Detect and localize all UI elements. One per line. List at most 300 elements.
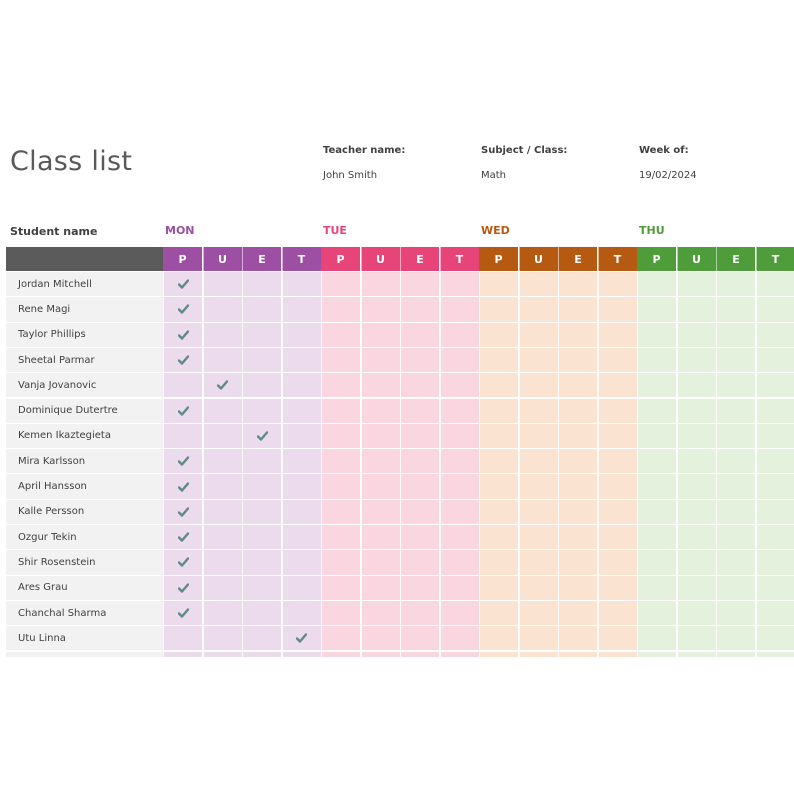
student-name-cell[interactable] xyxy=(6,373,163,398)
attendance-cell-tue-e[interactable] xyxy=(400,424,439,449)
attendance-cell-tue-e[interactable] xyxy=(400,500,439,525)
check-icon xyxy=(296,633,307,643)
col-header-wed-t: T xyxy=(598,247,637,271)
col-header-mon-p: P xyxy=(163,247,202,271)
attendance-cell-mon-p[interactable] xyxy=(163,652,202,659)
col-header-mon-e: E xyxy=(242,247,281,271)
attendance-cell-tue-u[interactable] xyxy=(361,500,400,525)
attendance-cell-tue-p[interactable] xyxy=(321,550,360,575)
attendance-cell-tue-t[interactable] xyxy=(440,474,479,499)
attendance-cell-mon-p[interactable] xyxy=(163,500,202,525)
attendance-cell-thu-p[interactable] xyxy=(637,550,676,575)
attendance-cell-wed-u[interactable] xyxy=(519,500,558,525)
attendance-cell-tue-u[interactable] xyxy=(361,525,400,550)
attendance-cell-thu-e[interactable] xyxy=(716,601,755,626)
attendance-cell-wed-t[interactable] xyxy=(598,323,637,348)
attendance-cell-tue-p[interactable] xyxy=(321,474,360,499)
attendance-cell-tue-u[interactable] xyxy=(361,474,400,499)
attendance-cell-tue-p[interactable] xyxy=(321,525,360,550)
attendance-cell-mon-e[interactable] xyxy=(242,474,281,499)
attendance-cell-mon-p[interactable] xyxy=(163,323,202,348)
attendance-cell-wed-u[interactable] xyxy=(519,601,558,626)
attendance-cell-thu-p[interactable] xyxy=(637,601,676,626)
attendance-cell-thu-e[interactable] xyxy=(716,297,755,322)
attendance-cell-thu-u[interactable] xyxy=(677,272,716,297)
attendance-cell-tue-u[interactable] xyxy=(361,399,400,424)
attendance-cell-mon-t[interactable] xyxy=(282,348,321,373)
attendance-cell-thu-t[interactable] xyxy=(756,424,794,449)
attendance-cell-tue-e[interactable] xyxy=(400,399,439,424)
attendance-cell-wed-e[interactable] xyxy=(558,297,597,322)
attendance-cell-mon-t[interactable] xyxy=(282,601,321,626)
attendance-cell-wed-e[interactable] xyxy=(558,652,597,659)
attendance-cell-mon-p[interactable] xyxy=(163,297,202,322)
attendance-cell-wed-p[interactable] xyxy=(479,652,518,659)
attendance-cell-mon-p[interactable] xyxy=(163,626,202,651)
attendance-cell-mon-u[interactable] xyxy=(203,626,242,651)
attendance-cell-tue-e[interactable] xyxy=(400,626,439,651)
attendance-cell-thu-t[interactable] xyxy=(756,626,794,651)
attendance-cell-wed-p[interactable] xyxy=(479,272,518,297)
attendance-cell-tue-e[interactable] xyxy=(400,652,439,659)
attendance-cell-mon-p[interactable] xyxy=(163,424,202,449)
attendance-cell-mon-t[interactable] xyxy=(282,373,321,398)
attendance-cell-wed-e[interactable] xyxy=(558,626,597,651)
attendance-cell-wed-t[interactable] xyxy=(598,550,637,575)
attendance-cell-mon-e[interactable] xyxy=(242,272,281,297)
student-name: Mira Karlsson xyxy=(18,455,86,467)
attendance-cell-wed-e[interactable] xyxy=(558,500,597,525)
attendance-cell-wed-u[interactable] xyxy=(519,576,558,601)
attendance-cell-thu-p[interactable] xyxy=(637,652,676,659)
attendance-cell-tue-p[interactable] xyxy=(321,601,360,626)
attendance-cell-tue-t[interactable] xyxy=(440,449,479,474)
attendance-cell-tue-t[interactable] xyxy=(440,348,479,373)
attendance-cell-mon-u[interactable] xyxy=(203,373,242,398)
attendance-cell-wed-p[interactable] xyxy=(479,399,518,424)
attendance-cell-thu-p[interactable] xyxy=(637,373,676,398)
attendance-cell-mon-u[interactable] xyxy=(203,500,242,525)
attendance-cell-mon-u[interactable] xyxy=(203,449,242,474)
attendance-cell-tue-p[interactable] xyxy=(321,399,360,424)
attendance-cell-thu-e[interactable] xyxy=(716,626,755,651)
attendance-cell-mon-t[interactable] xyxy=(282,550,321,575)
attendance-cell-thu-p[interactable] xyxy=(637,500,676,525)
attendance-cell-tue-p[interactable] xyxy=(321,500,360,525)
attendance-cell-mon-p[interactable] xyxy=(163,576,202,601)
attendance-cell-thu-p[interactable] xyxy=(637,323,676,348)
attendance-cell-wed-p[interactable] xyxy=(479,576,518,601)
attendance-cell-thu-e[interactable] xyxy=(716,576,755,601)
attendance-cell-thu-e[interactable] xyxy=(716,550,755,575)
col-header-thu-t: T xyxy=(756,247,794,271)
attendance-cell-mon-e[interactable] xyxy=(242,500,281,525)
attendance-cell-wed-t[interactable] xyxy=(598,652,637,659)
attendance-cell-tue-u[interactable] xyxy=(361,424,400,449)
attendance-cell-wed-e[interactable] xyxy=(558,550,597,575)
attendance-cell-tue-e[interactable] xyxy=(400,525,439,550)
attendance-cell-mon-p[interactable] xyxy=(163,474,202,499)
attendance-cell-wed-t[interactable] xyxy=(598,474,637,499)
attendance-cell-wed-t[interactable] xyxy=(598,626,637,651)
attendance-cell-thu-u[interactable] xyxy=(677,399,716,424)
attendance-cell-thu-u[interactable] xyxy=(677,449,716,474)
check-icon xyxy=(257,431,268,441)
attendance-cell-tue-e[interactable] xyxy=(400,297,439,322)
attendance-cell-mon-t[interactable] xyxy=(282,424,321,449)
attendance-cell-mon-u[interactable] xyxy=(203,323,242,348)
check-icon xyxy=(178,279,189,289)
attendance-cell-tue-t[interactable] xyxy=(440,652,479,659)
attendance-cell-tue-e[interactable] xyxy=(400,323,439,348)
attendance-cell-thu-t[interactable] xyxy=(756,297,794,322)
attendance-cell-thu-u[interactable] xyxy=(677,297,716,322)
attendance-cell-tue-t[interactable] xyxy=(440,297,479,322)
attendance-cell-mon-u[interactable] xyxy=(203,601,242,626)
attendance-cell-tue-e[interactable] xyxy=(400,373,439,398)
attendance-cell-wed-p[interactable] xyxy=(479,297,518,322)
attendance-cell-tue-u[interactable] xyxy=(361,652,400,659)
attendance-cell-thu-u[interactable] xyxy=(677,601,716,626)
attendance-cell-wed-p[interactable] xyxy=(479,550,518,575)
student-name-cell[interactable] xyxy=(6,601,163,626)
attendance-cell-mon-u[interactable] xyxy=(203,272,242,297)
attendance-cell-thu-e[interactable] xyxy=(716,373,755,398)
attendance-cell-tue-t[interactable] xyxy=(440,601,479,626)
attendance-cell-wed-p[interactable] xyxy=(479,449,518,474)
attendance-cell-mon-u[interactable] xyxy=(203,348,242,373)
attendance-cell-tue-u[interactable] xyxy=(361,297,400,322)
day-label-tue: TUE xyxy=(323,224,347,237)
attendance-cell-thu-e[interactable] xyxy=(716,500,755,525)
student-name-cell[interactable] xyxy=(6,399,163,424)
attendance-cell-wed-t[interactable] xyxy=(598,373,637,398)
attendance-cell-mon-e[interactable] xyxy=(242,348,281,373)
attendance-cell-mon-t[interactable] xyxy=(282,525,321,550)
attendance-cell-tue-p[interactable] xyxy=(321,576,360,601)
check-icon xyxy=(178,355,189,365)
attendance-cell-mon-u[interactable] xyxy=(203,399,242,424)
attendance-cell-tue-p[interactable] xyxy=(321,323,360,348)
attendance-cell-mon-t[interactable] xyxy=(282,500,321,525)
check-icon xyxy=(178,482,189,492)
attendance-cell-wed-e[interactable] xyxy=(558,373,597,398)
student-name: Kemen Ikaztegieta xyxy=(18,430,111,442)
attendance-cell-tue-u[interactable] xyxy=(361,348,400,373)
attendance-cell-mon-e[interactable] xyxy=(242,601,281,626)
attendance-cell-tue-p[interactable] xyxy=(321,424,360,449)
attendance-cell-wed-t[interactable] xyxy=(598,500,637,525)
attendance-cell-thu-u[interactable] xyxy=(677,348,716,373)
attendance-cell-wed-e[interactable] xyxy=(558,348,597,373)
attendance-cell-mon-e[interactable] xyxy=(242,525,281,550)
attendance-cell-mon-p[interactable] xyxy=(163,373,202,398)
attendance-cell-tue-u[interactable] xyxy=(361,550,400,575)
attendance-cell-thu-e[interactable] xyxy=(716,323,755,348)
attendance-cell-thu-t[interactable] xyxy=(756,525,794,550)
student-name-cell[interactable] xyxy=(6,272,163,297)
attendance-cell-mon-t[interactable] xyxy=(282,272,321,297)
attendance-cell-tue-e[interactable] xyxy=(400,550,439,575)
attendance-cell-wed-e[interactable] xyxy=(558,424,597,449)
student-name: Kalle Persson xyxy=(18,506,85,518)
attendance-cell-thu-e[interactable] xyxy=(716,348,755,373)
attendance-cell-thu-u[interactable] xyxy=(677,626,716,651)
attendance-cell-thu-e[interactable] xyxy=(716,424,755,449)
attendance-cell-thu-p[interactable] xyxy=(637,626,676,651)
attendance-cell-tue-t[interactable] xyxy=(440,550,479,575)
attendance-cell-wed-p[interactable] xyxy=(479,348,518,373)
attendance-cell-mon-e[interactable] xyxy=(242,323,281,348)
attendance-cell-thu-u[interactable] xyxy=(677,373,716,398)
attendance-cell-thu-u[interactable] xyxy=(677,652,716,659)
student-name: Shir Rosenstein xyxy=(18,556,96,568)
attendance-cell-mon-t[interactable] xyxy=(282,323,321,348)
attendance-cell-mon-e[interactable] xyxy=(242,576,281,601)
attendance-cell-tue-e[interactable] xyxy=(400,576,439,601)
attendance-cell-tue-e[interactable] xyxy=(400,272,439,297)
attendance-cell-wed-t[interactable] xyxy=(598,297,637,322)
attendance-cell-wed-e[interactable] xyxy=(558,323,597,348)
attendance-cell-mon-u[interactable] xyxy=(203,576,242,601)
attendance-cell-thu-e[interactable] xyxy=(716,474,755,499)
attendance-cell-mon-e[interactable] xyxy=(242,449,281,474)
attendance-cell-wed-t[interactable] xyxy=(598,601,637,626)
student-name-cell[interactable] xyxy=(6,550,163,575)
attendance-cell-tue-u[interactable] xyxy=(361,272,400,297)
student-name-cell[interactable] xyxy=(6,525,163,550)
attendance-cell-thu-u[interactable] xyxy=(677,323,716,348)
student-name-cell[interactable] xyxy=(6,576,163,601)
attendance-cell-wed-t[interactable] xyxy=(598,348,637,373)
attendance-cell-tue-p[interactable] xyxy=(321,297,360,322)
attendance-cell-tue-t[interactable] xyxy=(440,525,479,550)
attendance-cell-mon-u[interactable] xyxy=(203,297,242,322)
attendance-cell-mon-u[interactable] xyxy=(203,474,242,499)
attendance-cell-thu-p[interactable] xyxy=(637,399,676,424)
attendance-cell-thu-t[interactable] xyxy=(756,323,794,348)
attendance-cell-tue-u[interactable] xyxy=(361,323,400,348)
attendance-cell-wed-t[interactable] xyxy=(598,424,637,449)
student-name-cell[interactable] xyxy=(6,297,163,322)
attendance-cell-mon-e[interactable] xyxy=(242,652,281,659)
attendance-cell-thu-u[interactable] xyxy=(677,576,716,601)
attendance-cell-mon-u[interactable] xyxy=(203,550,242,575)
attendance-cell-thu-p[interactable] xyxy=(637,449,676,474)
student-name-cell[interactable] xyxy=(6,449,163,474)
attendance-cell-wed-e[interactable] xyxy=(558,525,597,550)
attendance-cell-thu-t[interactable] xyxy=(756,652,794,659)
student-name-cell[interactable] xyxy=(6,323,163,348)
attendance-cell-wed-e[interactable] xyxy=(558,272,597,297)
attendance-cell-wed-u[interactable] xyxy=(519,348,558,373)
subject-value[interactable]: Math xyxy=(481,170,507,181)
student-name-cell[interactable] xyxy=(6,424,163,449)
attendance-cell-mon-t[interactable] xyxy=(282,652,321,659)
attendance-cell-thu-u[interactable] xyxy=(677,550,716,575)
attendance-cell-wed-u[interactable] xyxy=(519,323,558,348)
col-header-thu-u: U xyxy=(677,247,716,271)
attendance-cell-thu-t[interactable] xyxy=(756,272,794,297)
attendance-cell-tue-u[interactable] xyxy=(361,601,400,626)
attendance-cell-wed-e[interactable] xyxy=(558,474,597,499)
week-label: Week of: xyxy=(639,145,689,156)
attendance-cell-thu-t[interactable] xyxy=(756,601,794,626)
attendance-cell-wed-u[interactable] xyxy=(519,424,558,449)
attendance-cell-wed-u[interactable] xyxy=(519,550,558,575)
student-name-cell[interactable] xyxy=(6,652,163,659)
check-icon xyxy=(178,330,189,340)
attendance-cell-wed-u[interactable] xyxy=(519,373,558,398)
attendance-cell-wed-p[interactable] xyxy=(479,626,518,651)
student-name-cell[interactable] xyxy=(6,474,163,499)
attendance-cell-thu-u[interactable] xyxy=(677,424,716,449)
attendance-cell-tue-p[interactable] xyxy=(321,652,360,659)
check-icon xyxy=(178,456,189,466)
attendance-cell-wed-p[interactable] xyxy=(479,424,518,449)
attendance-cell-mon-t[interactable] xyxy=(282,474,321,499)
attendance-cell-wed-p[interactable] xyxy=(479,525,518,550)
attendance-cell-tue-e[interactable] xyxy=(400,601,439,626)
attendance-cell-mon-u[interactable] xyxy=(203,424,242,449)
attendance-cell-tue-u[interactable] xyxy=(361,449,400,474)
attendance-cell-thu-t[interactable] xyxy=(756,576,794,601)
attendance-cell-tue-t[interactable] xyxy=(440,500,479,525)
attendance-cell-mon-e[interactable] xyxy=(242,373,281,398)
attendance-cell-thu-p[interactable] xyxy=(637,576,676,601)
attendance-cell-mon-p[interactable] xyxy=(163,525,202,550)
attendance-cell-mon-p[interactable] xyxy=(163,272,202,297)
attendance-cell-tue-t[interactable] xyxy=(440,626,479,651)
student-name: Ares Grau xyxy=(18,582,68,594)
attendance-cell-tue-t[interactable] xyxy=(440,323,479,348)
attendance-cell-thu-p[interactable] xyxy=(637,424,676,449)
attendance-cell-thu-e[interactable] xyxy=(716,525,755,550)
attendance-cell-thu-p[interactable] xyxy=(637,474,676,499)
attendance-cell-mon-p[interactable] xyxy=(163,550,202,575)
attendance-cell-thu-e[interactable] xyxy=(716,652,755,659)
attendance-cell-tue-p[interactable] xyxy=(321,449,360,474)
attendance-cell-thu-p[interactable] xyxy=(637,525,676,550)
attendance-cell-wed-u[interactable] xyxy=(519,272,558,297)
student-name: Chanchal Sharma xyxy=(18,607,107,619)
teacher-name-value[interactable]: John Smith xyxy=(323,170,378,181)
attendance-cell-tue-p[interactable] xyxy=(321,348,360,373)
attendance-cell-mon-p[interactable] xyxy=(163,449,202,474)
attendance-cell-thu-t[interactable] xyxy=(756,500,794,525)
attendance-cell-tue-t[interactable] xyxy=(440,424,479,449)
attendance-cell-thu-t[interactable] xyxy=(756,373,794,398)
week-value[interactable]: 19/02/2024 xyxy=(639,170,697,181)
student-name: Taylor Phillips xyxy=(18,329,86,341)
student-name: Ozgur Tekin xyxy=(18,531,77,543)
attendance-cell-wed-p[interactable] xyxy=(479,500,518,525)
attendance-cell-mon-e[interactable] xyxy=(242,399,281,424)
attendance-cell-mon-t[interactable] xyxy=(282,297,321,322)
attendance-cell-wed-p[interactable] xyxy=(479,474,518,499)
attendance-cell-thu-e[interactable] xyxy=(716,272,755,297)
attendance-cell-mon-u[interactable] xyxy=(203,525,242,550)
attendance-cell-wed-u[interactable] xyxy=(519,525,558,550)
attendance-cell-wed-p[interactable] xyxy=(479,323,518,348)
attendance-cell-tue-t[interactable] xyxy=(440,373,479,398)
attendance-cell-thu-p[interactable] xyxy=(637,272,676,297)
attendance-cell-tue-t[interactable] xyxy=(440,576,479,601)
student-name-cell[interactable] xyxy=(6,500,163,525)
attendance-cell-tue-u[interactable] xyxy=(361,373,400,398)
attendance-cell-tue-e[interactable] xyxy=(400,348,439,373)
attendance-cell-tue-e[interactable] xyxy=(400,449,439,474)
attendance-cell-wed-t[interactable] xyxy=(598,399,637,424)
attendance-cell-tue-t[interactable] xyxy=(440,272,479,297)
attendance-cell-wed-t[interactable] xyxy=(598,525,637,550)
attendance-cell-thu-t[interactable] xyxy=(756,399,794,424)
attendance-cell-tue-p[interactable] xyxy=(321,626,360,651)
attendance-cell-tue-p[interactable] xyxy=(321,272,360,297)
attendance-cell-thu-t[interactable] xyxy=(756,550,794,575)
attendance-cell-thu-e[interactable] xyxy=(716,449,755,474)
attendance-cell-mon-t[interactable] xyxy=(282,576,321,601)
student-name-cell[interactable] xyxy=(6,348,163,373)
attendance-cell-mon-u[interactable] xyxy=(203,652,242,659)
attendance-cell-wed-u[interactable] xyxy=(519,626,558,651)
attendance-cell-wed-t[interactable] xyxy=(598,576,637,601)
attendance-cell-wed-u[interactable] xyxy=(519,449,558,474)
attendance-cell-mon-p[interactable] xyxy=(163,399,202,424)
attendance-cell-wed-e[interactable] xyxy=(558,601,597,626)
attendance-cell-tue-u[interactable] xyxy=(361,576,400,601)
attendance-cell-mon-t[interactable] xyxy=(282,399,321,424)
attendance-cell-thu-p[interactable] xyxy=(637,348,676,373)
attendance-cell-wed-e[interactable] xyxy=(558,576,597,601)
attendance-cell-thu-e[interactable] xyxy=(716,399,755,424)
attendance-cell-wed-p[interactable] xyxy=(479,373,518,398)
student-name-cell[interactable] xyxy=(6,626,163,651)
attendance-cell-wed-t[interactable] xyxy=(598,449,637,474)
attendance-cell-mon-e[interactable] xyxy=(242,550,281,575)
attendance-cell-wed-u[interactable] xyxy=(519,399,558,424)
col-header-wed-p: P xyxy=(479,247,518,271)
attendance-cell-wed-t[interactable] xyxy=(598,272,637,297)
attendance-cell-wed-e[interactable] xyxy=(558,449,597,474)
attendance-cell-tue-p[interactable] xyxy=(321,373,360,398)
attendance-cell-tue-t[interactable] xyxy=(440,399,479,424)
attendance-cell-mon-t[interactable] xyxy=(282,626,321,651)
attendance-cell-wed-u[interactable] xyxy=(519,297,558,322)
student-name-header: Student name xyxy=(10,225,98,238)
attendance-cell-tue-u[interactable] xyxy=(361,626,400,651)
attendance-cell-wed-u[interactable] xyxy=(519,474,558,499)
attendance-cell-thu-u[interactable] xyxy=(677,474,716,499)
attendance-cell-wed-p[interactable] xyxy=(479,601,518,626)
attendance-cell-mon-e[interactable] xyxy=(242,424,281,449)
attendance-cell-thu-t[interactable] xyxy=(756,449,794,474)
student-name: Sheetal Parmar xyxy=(18,354,95,366)
attendance-cell-thu-t[interactable] xyxy=(756,348,794,373)
attendance-cell-tue-e[interactable] xyxy=(400,474,439,499)
attendance-cell-mon-p[interactable] xyxy=(163,348,202,373)
attendance-cell-thu-u[interactable] xyxy=(677,500,716,525)
attendance-cell-thu-u[interactable] xyxy=(677,525,716,550)
attendance-cell-mon-e[interactable] xyxy=(242,297,281,322)
attendance-cell-mon-t[interactable] xyxy=(282,449,321,474)
attendance-cell-thu-t[interactable] xyxy=(756,474,794,499)
attendance-cell-thu-p[interactable] xyxy=(637,297,676,322)
attendance-cell-mon-p[interactable] xyxy=(163,601,202,626)
attendance-cell-mon-e[interactable] xyxy=(242,626,281,651)
attendance-cell-wed-u[interactable] xyxy=(519,652,558,659)
attendance-cell-wed-e[interactable] xyxy=(558,399,597,424)
